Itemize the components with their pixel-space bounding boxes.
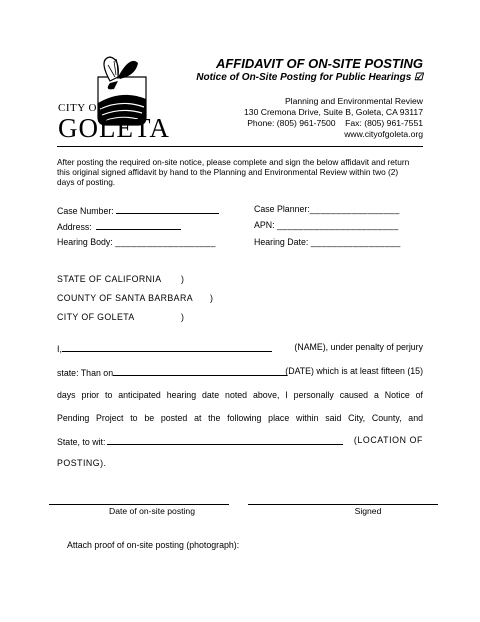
address-label: Address:	[57, 222, 92, 232]
hearing-body-label: Hearing Body:	[57, 237, 113, 247]
case-planner-field[interactable]	[254, 204, 400, 214]
hearing-date-label: Hearing Date:	[254, 237, 309, 247]
apn-field[interactable]	[254, 220, 399, 230]
city-of-goleta-logo	[58, 55, 173, 145]
header-divider	[57, 146, 423, 147]
affidavit-line-3: days prior to anticipated hearing date noted above, I personally caused a Notice of	[57, 390, 423, 400]
phone-fax: Phone: (805) 961-7500 Fax: (805) 961-7551	[247, 118, 423, 128]
date-line[interactable]	[113, 366, 287, 376]
hearing-date-line[interactable]: _________________	[310, 237, 401, 247]
affidavit-to-wit: State, to wit:	[57, 437, 106, 447]
hearing-body-line[interactable]: ___________________	[115, 237, 216, 247]
affidavit-line-5	[57, 435, 423, 447]
form-title: AFFIDAVIT OF ON-SITE POSTING	[215, 56, 423, 71]
hearing-date-field[interactable]	[254, 237, 401, 247]
venue-paren: )	[181, 274, 185, 284]
case-number-field[interactable]	[57, 204, 219, 216]
posting-date-line[interactable]	[49, 504, 229, 505]
address-field[interactable]	[57, 220, 181, 232]
venue-state	[57, 274, 185, 284]
logo-city-of: CITY OF	[58, 102, 104, 114]
case-planner-label: Case Planner:	[254, 204, 310, 214]
apn-line[interactable]: _______________________	[277, 220, 399, 230]
affidavit-line-2	[57, 366, 423, 378]
affidavit-name-label: (NAME), under penalty of perjury	[294, 342, 423, 352]
instructions: After posting the required on-site notice, please complete and sign the below affidavit and return this original signed affidavit by hand to the Planning and Environmental Review within two (2) days of posting.	[57, 157, 410, 187]
logo-goleta: GOLETA	[58, 113, 170, 143]
attach-proof-label: Attach proof of on-site posting (photograph):	[67, 540, 240, 550]
venue-city-label: CITY OF GOLETA	[57, 312, 135, 322]
affidavit-state-than: state: Than on	[57, 368, 114, 378]
hearing-body-field[interactable]	[57, 237, 216, 247]
case-number-line[interactable]	[116, 204, 219, 214]
affidavit-line-1	[57, 342, 423, 354]
affidavit-date-label: (DATE) which is at least fifteen (15)	[285, 366, 423, 376]
address-line[interactable]	[96, 220, 181, 230]
office-address: 130 Cremona Drive, Suite B, Goleta, CA 93117	[244, 107, 423, 117]
venue-county-label: COUNTY OF SANTA BARBARA	[57, 293, 193, 303]
case-number-label: Case Number:	[57, 206, 114, 216]
posting-date-label: Date of on-site posting	[109, 506, 195, 516]
signature-line[interactable]	[248, 504, 438, 505]
affidavit-line-4: Pending Project to be posted at the following place within said City, County, and	[57, 413, 423, 423]
location-line[interactable]	[107, 435, 343, 445]
department-name: Planning and Environmental Review	[284, 96, 423, 106]
venue-paren: )	[210, 293, 214, 303]
signed-label: Signed	[354, 506, 382, 516]
case-planner-line[interactable]: _________________	[309, 204, 400, 214]
apn-label: APN:	[254, 220, 275, 230]
name-line[interactable]	[62, 342, 272, 352]
venue-county	[57, 293, 214, 303]
website: www.cityofgoleta.org	[344, 129, 423, 139]
venue-state-label: STATE OF CALIFORNIA	[57, 274, 162, 284]
affidavit-line-6: POSTING).	[57, 458, 107, 468]
venue-paren: )	[181, 312, 185, 322]
venue-city	[57, 312, 185, 322]
affidavit-i: I,	[57, 344, 62, 354]
form-subtitle: Notice of On-Site Posting for Public Hearings ☑	[196, 72, 423, 83]
affidavit-location-label: (LOCATION OF	[353, 435, 423, 445]
